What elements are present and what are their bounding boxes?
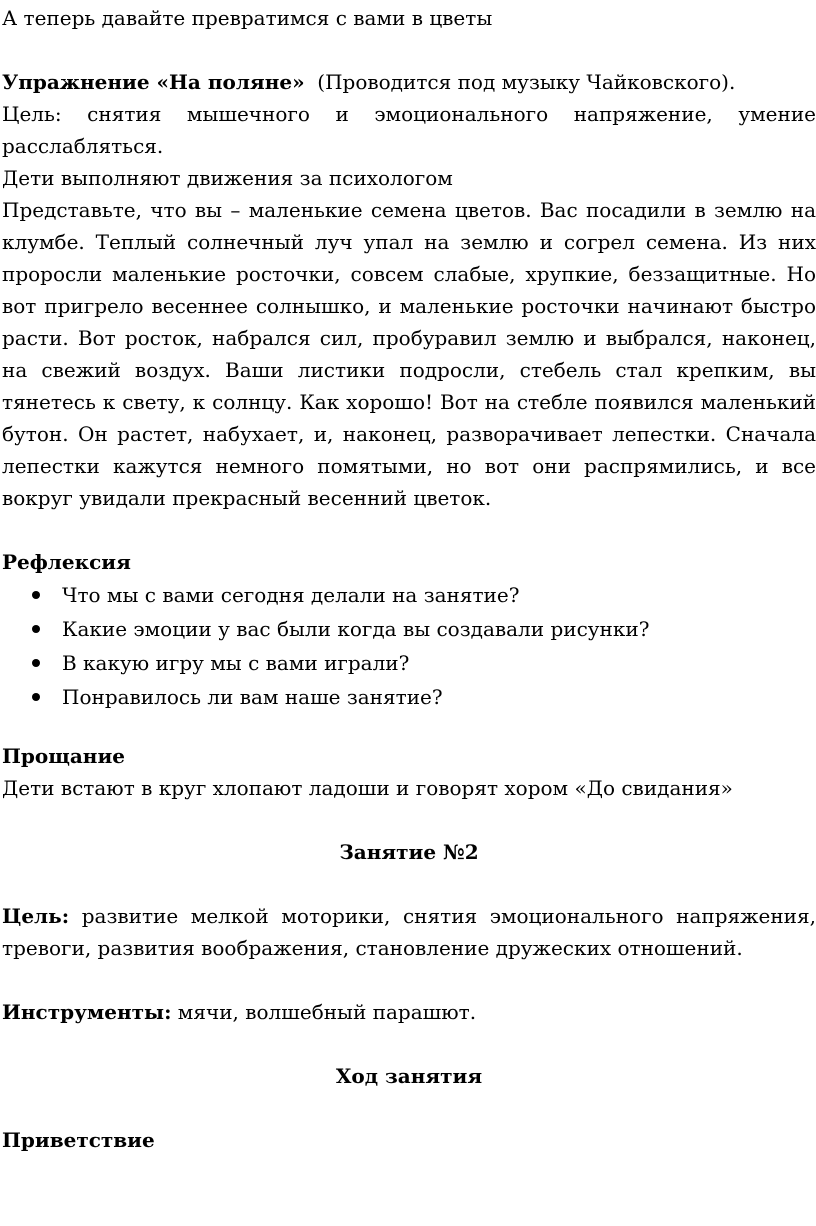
lesson2-goal-label: Цель: xyxy=(2,904,70,928)
list-item-text: Что мы с вами сегодня делали на занятие? xyxy=(62,583,520,607)
farewell-title-text: Прощание xyxy=(2,744,126,768)
intro-line: А теперь давайте превратимся с вами в цветы xyxy=(2,6,493,30)
lesson2-tools-label: Инструменты: xyxy=(2,1000,172,1024)
list-item xyxy=(2,612,816,646)
list-item-text: Понравилось ли вам наше занятие? xyxy=(62,685,443,709)
bullet-icon xyxy=(32,625,40,633)
farewell-text: Дети встают в круг хлопают ладоши и говорят хором «До свидания» xyxy=(2,776,733,800)
lesson2-goal xyxy=(2,900,816,964)
farewell-title xyxy=(2,740,816,772)
spacer xyxy=(2,514,816,546)
reflection-title xyxy=(2,546,816,578)
exercise-heading xyxy=(2,66,816,98)
lesson2-course-title: Ход занятия xyxy=(335,1064,483,1088)
exercise-text: Представьте, что вы – маленькие семена цветов. Вас посадили в землю на клумбе. Теплый солнечный луч упал на землю и согрел семена. Из них проросли маленькие росточки, совсем слабые, хрупкие, беззащитные. Но вот пригрело весеннее солнышко, и маленькие росточки начинают быстро расти. Вот росток, набрался сил, пробуравил землю и выбрался, наконец, на свежий воздух. Ваши листики подросли, стебель стал крепким, вы тянетесь к свету, к солнцу. Как хорошо! Вот на стебле появился маленький бутон. Он растет, набухает, и, наконец, разворачивает лепестки. Сначала лепестки кажутся немного помятыми, но вот они распрямились, и все вокруг увидали прекрасный весенний цветок. xyxy=(2,198,816,510)
spacer xyxy=(2,804,816,836)
spacer xyxy=(2,1028,816,1060)
greeting-title-text: Приветствие xyxy=(2,1128,155,1152)
exercise-goal: Цель: снятия мышечного и эмоционального напряжение, умение расслабляться. xyxy=(2,102,816,158)
spacer xyxy=(2,1092,816,1124)
exercise-note: (Проводится под музыку Чайковского). xyxy=(317,70,736,94)
spacer xyxy=(2,34,816,66)
reflection-title-text: Рефлексия xyxy=(2,550,131,574)
list-item xyxy=(2,578,816,612)
bullet-icon xyxy=(32,659,40,667)
spacer xyxy=(2,868,816,900)
list-item-text: Какие эмоции у вас были когда вы создавали рисунки? xyxy=(62,617,650,641)
exercise-instruction: Дети выполняют движения за психологом xyxy=(2,166,453,190)
greeting-title xyxy=(2,1124,816,1156)
reflection-list xyxy=(2,578,816,714)
lesson2-tools-text: мячи, волшебный парашют. xyxy=(171,1000,477,1024)
exercise-title: Упражнение «На поляне» xyxy=(2,70,305,94)
spacer xyxy=(2,714,816,740)
lesson2-title: Занятие №2 xyxy=(339,840,479,864)
spacer xyxy=(2,964,816,996)
list-item-text: В какую игру мы с вами играли? xyxy=(62,651,410,675)
list-item xyxy=(2,680,816,714)
lesson2-tools xyxy=(2,996,816,1028)
bullet-icon xyxy=(32,591,40,599)
lesson2-goal-text: развитие мелкой моторики, снятия эмоционального напряжения, тревоги, развития воображения, становление дружеских отношений. xyxy=(2,904,816,960)
bullet-icon xyxy=(32,693,40,701)
list-item xyxy=(2,646,816,680)
